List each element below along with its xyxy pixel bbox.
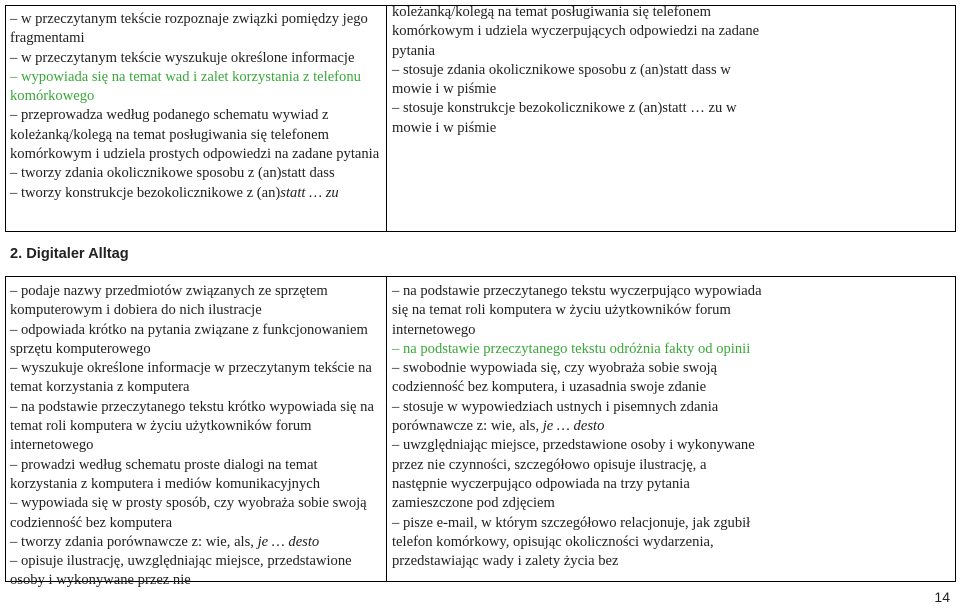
requirement-text: – opisuje ilustrację, uwzględniając miejsce, przedstawione osoby i wykonywane przez nie: [10, 553, 352, 589]
requirement-item: [10, 10, 382, 49]
requirement-item: [392, 514, 764, 572]
requirement-item: [10, 184, 382, 203]
requirement-text: – pisze e-mail, w którym szczegółowo relacjonuje, jak zgubił telefon komórkowy, opisując okoliczności wydarzenia, przedstawiając wady i zalety życia bez: [392, 514, 751, 570]
requirement-item: [10, 282, 382, 321]
requirement-text: – tworzy konstrukcje bezokolicznikowe z (an): [10, 184, 281, 201]
requirement-text: – stosuje w wypowiedziach ustnych i pisemnych zdania porównawcze z: wie, als,: [392, 398, 719, 435]
bottom-left-cell: [10, 282, 382, 591]
requirement-item: [392, 340, 764, 359]
requirement-text-italic: je … desto: [257, 533, 320, 550]
requirement-text: – na podstawie przeczytanego tekstu odróżnia fakty od opinii: [392, 340, 751, 357]
requirement-text: – na podstawie przeczytanego tekstu krótko wypowiada się na temat roli komputera w życiu użytkowników forum internetowego: [10, 398, 374, 454]
requirement-item: [10, 359, 382, 398]
requirement-item: [392, 99, 764, 138]
top-table-bottom-border: [5, 231, 956, 232]
requirement-item: [10, 533, 382, 552]
requirement-text: – swobodnie wypowiada się, czy wyobraża sobie swoją codzienność bez komputera, i uzasadnia swoje zdanie: [392, 360, 718, 396]
bottom-table-top-border: [5, 276, 955, 277]
top-table-middle-border: [386, 5, 387, 231]
requirement-text: – wypowiada się na temat wad i zalet korzystania z telefonu komórkowego: [10, 68, 361, 105]
requirement-item: [10, 456, 382, 495]
requirement-text: – w przeczytanym tekście wyszukuje określone informacje: [10, 49, 355, 66]
requirement-item: [10, 398, 382, 456]
requirement-text: – w przeczytanym tekście rozpoznaje związki pomiędzy jego fragmentami: [10, 11, 368, 47]
requirement-item: [392, 61, 764, 100]
requirement-item: [10, 552, 382, 591]
top-right-cell: [392, 3, 764, 138]
requirement-item: [10, 68, 382, 107]
requirement-item: [392, 3, 764, 61]
requirement-text: – tworzy zdania okolicznikowe sposobu z (an)statt dass: [10, 165, 335, 182]
bottom-table-left-border: [5, 276, 6, 581]
section-title: 2. Digitaler Alltag: [10, 246, 129, 262]
bottom-table-middle-border: [386, 276, 387, 581]
bottom-right-cell: [392, 282, 764, 571]
requirement-text: koleżanką/kolegą na temat posługiwania się telefonem komórkowym i udziela wyczerpujących odpowiedzi na zadane pytania: [392, 4, 760, 59]
top-table-left-border: [5, 5, 6, 231]
page-number: 14: [934, 589, 950, 605]
top-left-cell: [10, 10, 382, 203]
requirement-text: – stosuje konstrukcje bezokolicznikowe z (an)statt … zu w mowie i w piśmie: [392, 100, 737, 136]
requirement-item: [10, 106, 382, 164]
requirement-item: [392, 436, 764, 513]
requirement-text: – na podstawie przeczytanego tekstu wyczerpująco wypowiada się na temat roli komputera w życiu użytkowników forum internetowego: [392, 283, 762, 338]
requirement-text: – stosuje zdania okolicznikowe sposobu z (an)statt dass w mowie i w piśmie: [392, 61, 731, 98]
requirement-text: – odpowiada krótko na pytania związane z funkcjonowaniem sprzętu komputerowego: [10, 321, 368, 357]
requirement-text: – prowadzi według schematu proste dialogi na temat korzystania z komputera i mediów komunikacyjnych: [10, 456, 321, 492]
requirement-text: – przeprowadza według podanego schematu wywiad z koleżanką/kolegą na temat posługiwania się telefonem komórkowym i udziela prostych odpowiedzi na zadane pytania: [10, 107, 380, 163]
requirement-text: – wyszukuje określone informacje w przeczytanym tekście na temat korzystania z komputera: [10, 360, 372, 396]
requirement-text-italic: statt … zu: [280, 184, 339, 201]
bottom-table-right-border: [955, 276, 956, 581]
requirement-item: [392, 282, 764, 340]
requirement-item: [10, 164, 382, 183]
requirement-text: – tworzy zdania porównawcze z: wie, als,: [10, 533, 258, 550]
requirement-text: – wypowiada się w prosty sposób, czy wyobraża sobie swoją codzienność bez komputera: [10, 495, 367, 531]
requirement-text-italic: je … desto: [542, 418, 605, 435]
requirement-item: [392, 359, 764, 398]
requirement-item: [10, 321, 382, 360]
requirement-text: – podaje nazwy przedmiotów związanych ze sprzętem komputerowym i dobiera do nich ilustracje: [10, 283, 328, 319]
top-table-right-border: [955, 5, 956, 231]
requirement-item: [392, 398, 764, 437]
requirement-item: [10, 49, 382, 68]
requirement-text: – uwzględniając miejsce, przedstawione osoby i wykonywane przez nie czynności, szczegółowo opisuje ilustrację, a następnie wyczerpująco odpowiada na trzy pytania zamieszczone pod zdjęciem: [392, 437, 755, 512]
requirement-item: [10, 494, 382, 533]
